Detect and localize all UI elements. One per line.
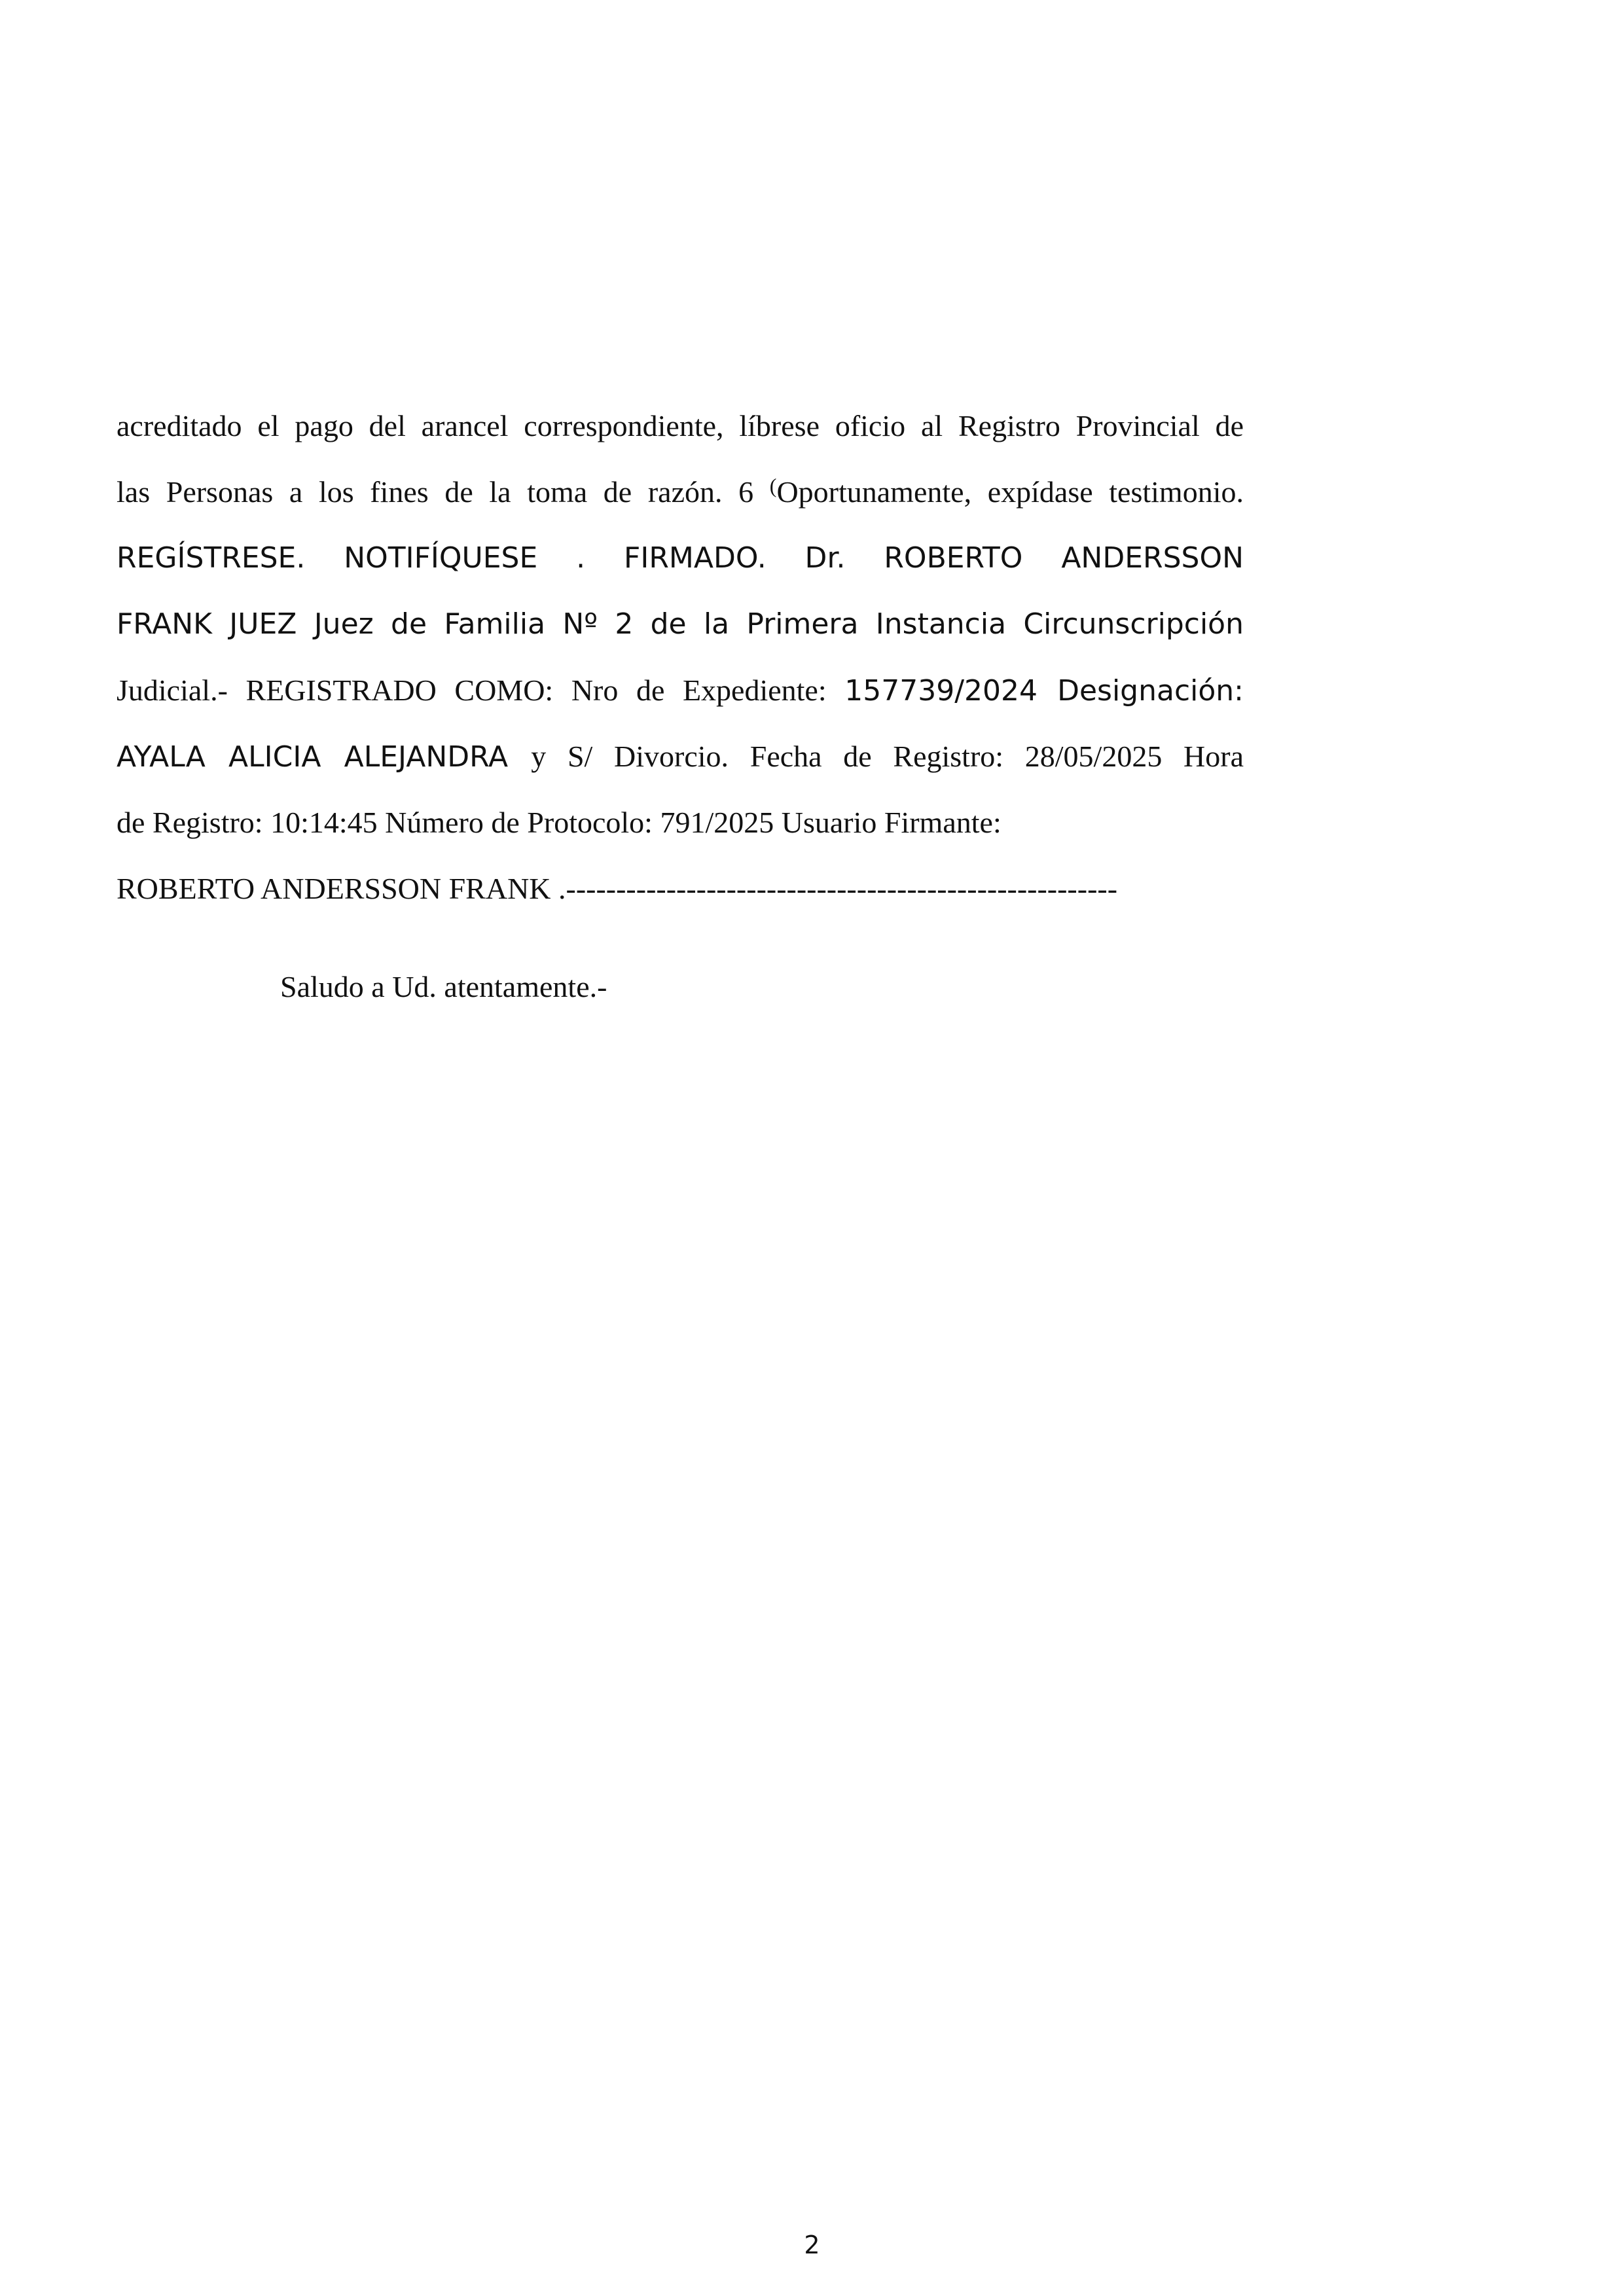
text-line-6-part-b: y S/ Divorcio. Fecha de Registro: 28/05/2025 Hora — [531, 740, 1244, 773]
text-line-6-part-a: AYALA ALICIA ALEJANDRA — [117, 740, 532, 774]
superscript-mark: ( — [769, 474, 777, 497]
text-line-3 — [117, 525, 1244, 591]
text-line-2-before: las Personas a los fines de la toma de razón. 6 — [117, 475, 770, 509]
text-line-1-content: acreditado el pago del arancel correspondiente, líbrese oficio al Registro Provincial de — [117, 409, 1244, 442]
text-line-6 — [117, 723, 1244, 789]
text-line-8-content: ROBERTO ANDERSSON FRANK .------------------------------------------------------- — [117, 872, 1118, 905]
text-line-4 — [117, 591, 1244, 657]
text-line-4-content: FRANK JUEZ Juez de Familia Nº 2 de la Primera Instancia Circunscripción — [117, 607, 1244, 641]
text-line-7-content: de Registro: 10:14:45 Número de Protocolo: 791/2025 Usuario Firmante: — [117, 806, 1001, 839]
text-line-2 — [117, 459, 1244, 525]
text-line-5-part-c: 157739/2024 Designación: — [844, 674, 1244, 708]
text-line-8 — [117, 855, 1244, 922]
resolution-text — [117, 393, 1244, 922]
text-line-3-content: REGÍSTRESE. NOTIFÍQUESE . FIRMADO. Dr. ROBERTO ANDERSSON — [117, 541, 1244, 575]
text-line-7 — [117, 789, 1244, 855]
closing-salutation: Saludo a Ud. atentamente.- — [280, 970, 607, 1003]
text-line-2-after: Oportunamente, expídase testimonio. — [776, 475, 1244, 509]
text-line-5-part-a: Judicial.- REGISTRADO COMO: — [117, 673, 571, 707]
text-line-5 — [117, 657, 1244, 723]
page-number: 2 — [804, 2231, 820, 2259]
text-line-5-part-b: Nro de Expediente: — [571, 673, 845, 707]
text-line-1 — [117, 393, 1244, 459]
